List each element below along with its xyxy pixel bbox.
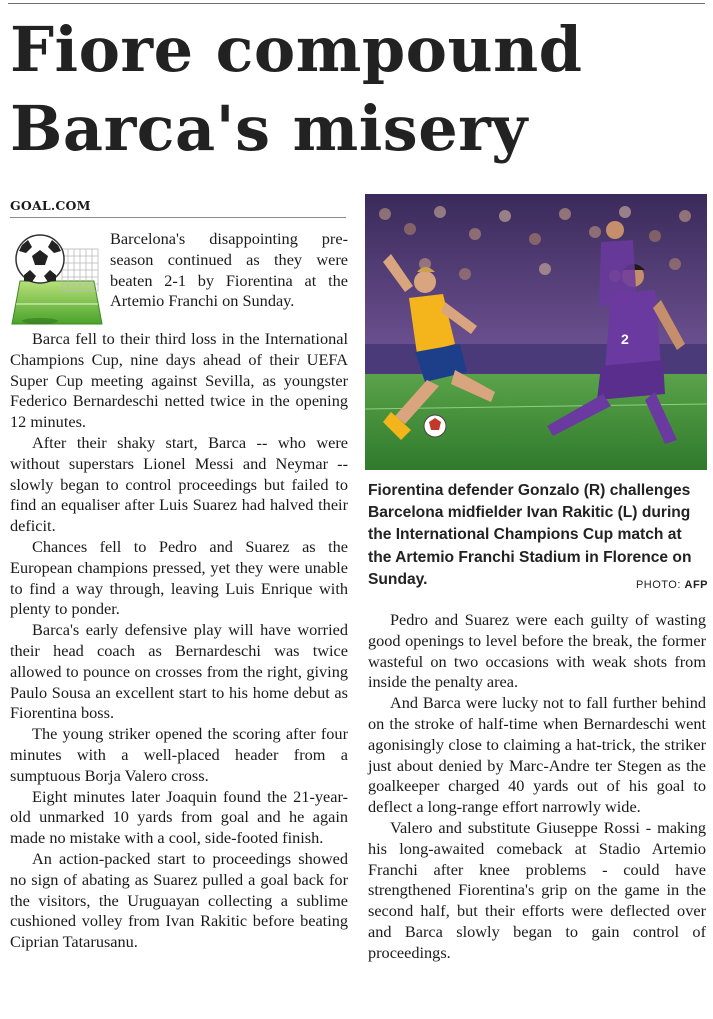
source-byline: GOAL.COM (10, 198, 346, 218)
top-rule (8, 3, 705, 4)
paragraph: Barca's early defensive play will have worried their head coach as Bernardeschi was twice allowed to pounce on crosses from the right, giving Paulo Sousa an excellent start to his home debut as Fiorentina boss. (10, 620, 348, 723)
headline-line-2: Barca's misery (10, 92, 528, 165)
paragraph: Eight minutes later Joaquin found the 21-year-old unmarked 10 yards from goal and he again made no mistake with a cool, side-footed finish. (10, 786, 348, 848)
paragraph: The young striker opened the scoring after four minutes with a well-placed header from a sumptuous Borja Valero cross. (10, 724, 348, 785)
paragraph: After their shaky start, Barca -- who were without superstars Lionel Messi and Neymar -- slowly began to control proceedings but failed to find an equaliser after Luis Suarez had halved their deficit. (10, 432, 348, 536)
headline-line-1: Fiore compound (10, 13, 583, 86)
paragraph: An action-packed start to proceedings showed no sign of abating as Suarez pulled a goal back for the visitors, the Uruguayan collecting a sublime cushioned volley from Ivan Rakitic before beating Ciprian Tatarusanu. (10, 848, 348, 952)
photo-credit (636, 574, 708, 596)
jersey-number: 2 (621, 331, 629, 347)
football-goal-icon (10, 229, 104, 329)
paragraph: Chances fell to Pedro and Suarez as the European champions pressed, yet they were unable to find a way through, leaving Luis Enrique with plenty to ponder. (10, 536, 348, 619)
headline (10, 10, 700, 168)
photo-credit-label: PHOTO: (635, 578, 681, 591)
caption-text: Fiorentina defender Gonzalo (R) challenges Barcelona midfielder Ivan Rakitic (L) during the International Champions Cup match at the Artemio Franchi Stadium in Florence on Sunday. (368, 482, 692, 588)
article-column-left (10, 229, 348, 953)
photo-caption (368, 480, 708, 596)
match-photo (365, 194, 707, 470)
paragraph: Valero and substitute Giuseppe Rossi - making his long-awaited comeback at Stadio Artemio Franchi after knee problems - could have strengthened Fiorentina's grip on the game in the second half, but their efforts were deflected over and Barca slowly began to gain control of proceedings. (368, 817, 706, 962)
intro-block (10, 229, 348, 329)
paragraph: And Barca were lucky not to fall further behind on the stroke of half-time when Bernardeschi went agonisingly close to claiming a hat-trick, the striker just about denied by Marc-Andre ter Stegen as the goalkeeper charged 40 yards out of his goal to deflect a long-range effort narrowly wide. (368, 693, 706, 817)
article-column-right (368, 610, 706, 964)
intro-paragraph: Barcelona's disappointing pre-season continued as they were beaten 2-1 by Fiorentina at the Artemio Franchi on Sunday. (110, 229, 348, 311)
paragraph: Barca fell to their third loss in the International Champions Cup, nine days ahead of their UEFA Super Cup meeting against Sevilla, as youngster Federico Bernardeschi netted twice in the opening 12 minutes. (10, 329, 348, 432)
paragraph: Pedro and Suarez were each guilty of wasting good openings to level before the break, the former wasteful on two occasions with weak shots from inside the penalty area. (368, 610, 706, 692)
match-photo-image (365, 194, 707, 470)
photo-credit-agency: AFP (684, 578, 708, 591)
